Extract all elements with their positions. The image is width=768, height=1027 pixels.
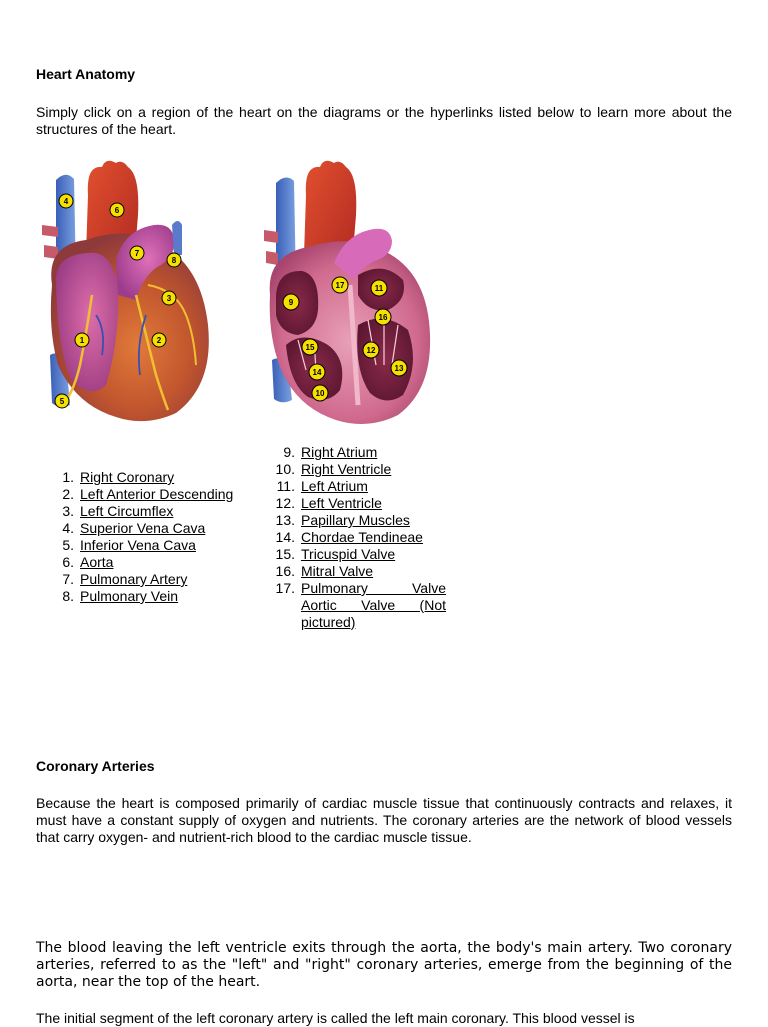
- svg-text:4: 4: [63, 197, 69, 206]
- link-chordae-tendineae[interactable]: Chordae Tendineae: [301, 529, 423, 545]
- list-item: 6. Aorta: [62, 554, 114, 570]
- list-item: 13. Papillary Muscles: [275, 512, 410, 528]
- link-left-circumflex[interactable]: Left Circumflex: [80, 503, 174, 519]
- svg-text:5: 5: [59, 397, 65, 406]
- svg-text:14: 14: [312, 368, 322, 377]
- label-marker-8[interactable]: [167, 253, 181, 267]
- svg-text:8: 8: [171, 256, 177, 265]
- chamber-parts-list: [273, 444, 448, 631]
- svg-text:6: 6: [114, 206, 120, 215]
- svg-text:16: 16: [378, 313, 388, 322]
- label-marker-12[interactable]: [363, 342, 379, 358]
- coronary-parts-list: [52, 469, 252, 605]
- list-item: 16. Mitral Valve: [275, 563, 374, 579]
- intro-paragraph: Simply click on a region of the heart on the diagrams or the hyperlinks listed below to learn more about the structures of the heart.: [36, 104, 732, 137]
- svg-text:7: 7: [134, 249, 140, 258]
- svg-text:12: 12: [366, 346, 376, 355]
- list-item: 11. Left Atrium: [276, 478, 368, 494]
- list-item: 12. Left Ventricle: [275, 495, 382, 511]
- list-item: 1. Right Coronary: [62, 469, 175, 485]
- link-pulmonary-vein[interactable]: Pulmonary Vein: [80, 588, 179, 604]
- svg-text:2: 2: [156, 336, 162, 345]
- link-inferior-vena-cava[interactable]: Inferior Vena Cava: [80, 537, 196, 553]
- svg-text:1: 1: [79, 336, 85, 345]
- label-marker-9[interactable]: [283, 294, 299, 310]
- link-right-atrium[interactable]: Right Atrium: [301, 444, 378, 460]
- svg-text:10: 10: [315, 389, 325, 398]
- list-item: 3. Left Circumflex: [62, 503, 174, 519]
- link-right-coronary[interactable]: Right Coronary: [80, 469, 175, 485]
- list-item: 2. Left Anterior Descending: [62, 486, 234, 502]
- link-pulmonary-artery[interactable]: Pulmonary Artery: [80, 571, 188, 587]
- label-marker-13[interactable]: [391, 360, 407, 376]
- link-papillary-muscles[interactable]: Papillary Muscles: [301, 512, 410, 528]
- label-marker-15[interactable]: [302, 339, 318, 355]
- coronary-arteries-heading: Coronary Arteries: [36, 758, 155, 774]
- list-item: 7. Pulmonary Artery: [62, 571, 188, 587]
- link-superior-vena-cava[interactable]: Superior Vena Cava: [80, 520, 206, 536]
- list-item: 4. Superior Vena Cava: [62, 520, 206, 536]
- coronary-paragraph-3: The initial segment of the left coronary artery is called the left main coronary. This blood vessel is: [36, 1010, 635, 1026]
- label-marker-1[interactable]: [75, 333, 89, 347]
- svg-text:17: 17: [335, 281, 345, 290]
- label-marker-4[interactable]: [59, 194, 73, 208]
- list-item: 9. Right Atrium: [283, 444, 378, 460]
- label-marker-11[interactable]: [371, 280, 387, 296]
- list-item: 15. Tricuspid Valve: [275, 546, 396, 562]
- heart-exterior-diagram[interactable]: [36, 155, 216, 425]
- heart-cross-section-diagram[interactable]: [258, 155, 438, 430]
- link-right-ventricle[interactable]: Right Ventricle: [301, 461, 392, 477]
- label-marker-10[interactable]: [312, 385, 328, 401]
- svg-text:13: 13: [394, 364, 404, 373]
- label-marker-5[interactable]: [55, 394, 69, 408]
- list-item: 5. Inferior Vena Cava: [62, 537, 196, 553]
- label-marker-7[interactable]: [130, 246, 144, 260]
- coronary-paragraph-2: The blood leaving the left ventricle exits through the aorta, the body's main artery. Two coronary arteries, referred to as the "left" and "right" coronary arteries, emerge from the beginning of the aorta, near the top of the heart.: [36, 940, 732, 990]
- list-item: 8. Pulmonary Vein: [62, 588, 179, 604]
- link-tricuspid-valve[interactable]: Tricuspid Valve: [301, 546, 396, 562]
- svg-text:11: 11: [374, 284, 384, 293]
- label-marker-2[interactable]: [152, 333, 166, 347]
- label-marker-6[interactable]: [110, 203, 124, 217]
- link-left-atrium[interactable]: Left Atrium: [301, 478, 368, 494]
- link-pulmonary-aortic-valve[interactable]: Pulmonary Valve Aortic Valve (Not pictured): [301, 580, 446, 630]
- link-aorta[interactable]: Aorta: [80, 554, 114, 570]
- link-left-anterior-descending[interactable]: Left Anterior Descending: [80, 486, 234, 502]
- link-mitral-valve[interactable]: Mitral Valve: [301, 563, 374, 579]
- svg-text:9: 9: [288, 298, 294, 307]
- label-marker-17[interactable]: [332, 277, 348, 293]
- label-marker-14[interactable]: [309, 364, 325, 380]
- svg-text:15: 15: [305, 343, 315, 352]
- list-item: 17. Pulmonary Valve Aortic Valve (Not pictured): [275, 580, 446, 630]
- svg-text:3: 3: [166, 294, 172, 303]
- label-marker-16[interactable]: [375, 309, 391, 325]
- label-marker-3[interactable]: [162, 291, 176, 305]
- link-left-ventricle[interactable]: Left Ventricle: [301, 495, 382, 511]
- list-item: 14. Chordae Tendineae: [275, 529, 423, 545]
- coronary-paragraph-1: Because the heart is composed primarily of cardiac muscle tissue that continuously contracts and relaxes, it must have a constant supply of oxygen and nutrients. The coronary arteries are the network of blood vessels that carry oxygen- and nutrient-rich blood to the cardiac muscle tissue.: [36, 795, 732, 845]
- list-item: 10. Right Ventricle: [275, 461, 392, 477]
- heart-anatomy-heading: Heart Anatomy: [36, 66, 136, 82]
